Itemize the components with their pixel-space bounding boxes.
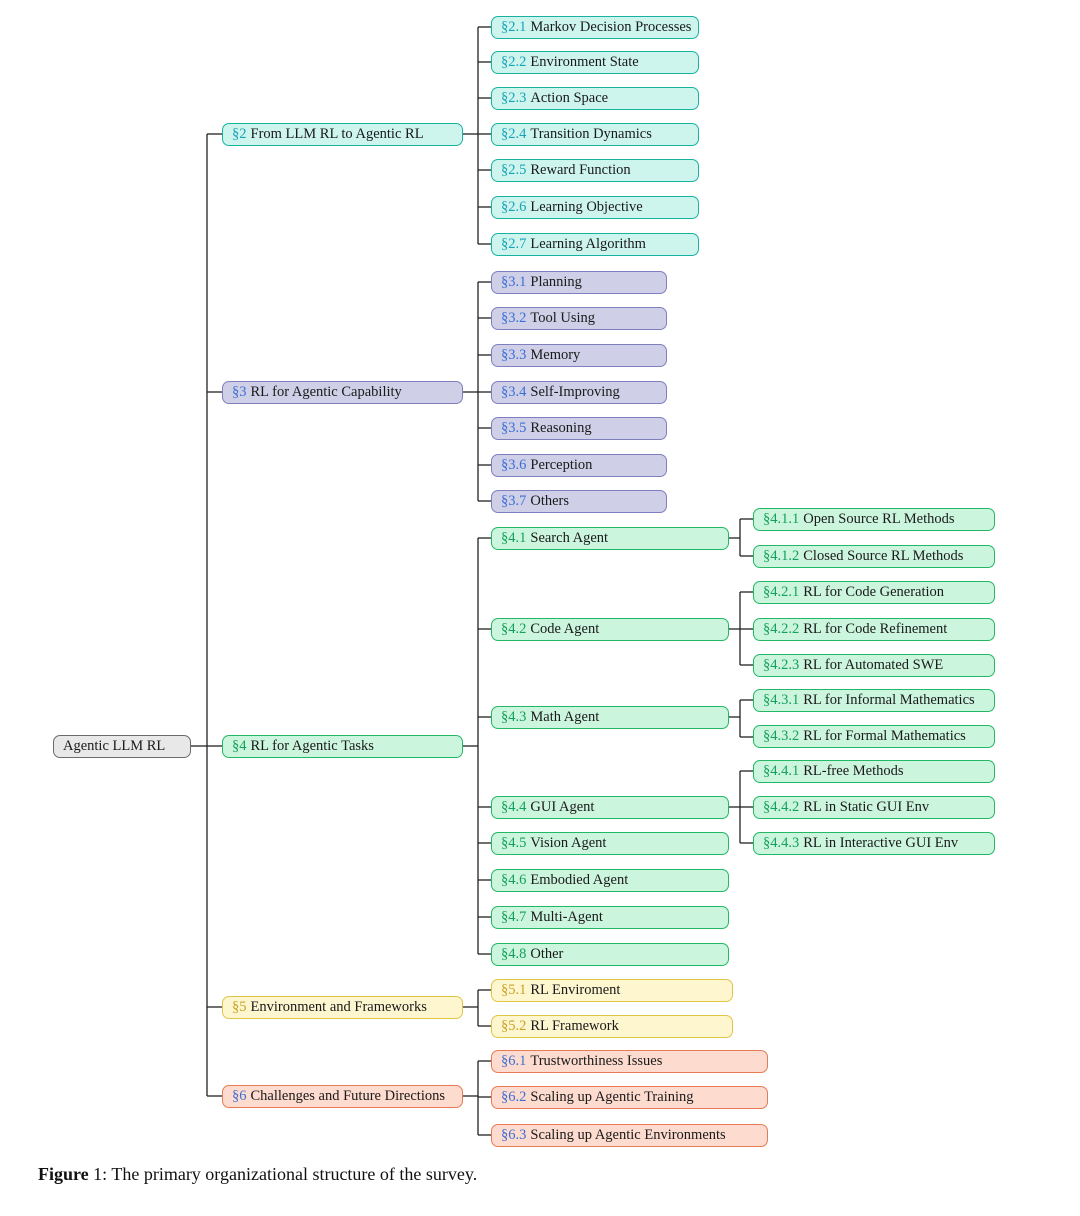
node-label: RL in Interactive GUI Env bbox=[803, 835, 959, 852]
node-section-6[interactable] bbox=[222, 1085, 463, 1108]
node-label: RL for Code Refinement bbox=[803, 621, 948, 638]
node-section-number: §4.8 bbox=[501, 946, 527, 963]
node-section-number: §4.2 bbox=[501, 621, 527, 638]
node-section-4-3-1[interactable] bbox=[753, 689, 995, 712]
node-label: Tool Using bbox=[530, 310, 596, 327]
node-label: Closed Source RL Methods bbox=[803, 548, 964, 565]
node-section-6-1[interactable] bbox=[491, 1050, 768, 1073]
node-label: RL for Agentic Capability bbox=[250, 384, 402, 401]
node-section-4-6[interactable] bbox=[491, 869, 729, 892]
node-section-number: §4.7 bbox=[501, 909, 527, 926]
node-section-2-2[interactable] bbox=[491, 51, 699, 74]
node-label: Code Agent bbox=[530, 621, 600, 638]
node-section-4-8[interactable] bbox=[491, 943, 729, 966]
node-section-6-2[interactable] bbox=[491, 1086, 768, 1109]
node-section-number: §4.4.2 bbox=[763, 799, 800, 816]
node-section-number: §4.3 bbox=[501, 709, 527, 726]
node-label: RL for Automated SWE bbox=[803, 657, 944, 674]
node-label: GUI Agent bbox=[530, 799, 595, 816]
node-section-3-7[interactable] bbox=[491, 490, 667, 513]
node-section-number: §6.3 bbox=[501, 1127, 527, 1144]
node-label: From LLM RL to Agentic RL bbox=[250, 126, 424, 143]
node-section-number: §4.6 bbox=[501, 872, 527, 889]
node-section-number: §4 bbox=[232, 738, 247, 755]
node-section-number: §3.5 bbox=[501, 420, 527, 437]
node-label: Scaling up Agentic Environments bbox=[530, 1127, 726, 1144]
node-section-4[interactable] bbox=[222, 735, 463, 758]
node-section-number: §4.2.1 bbox=[763, 584, 800, 601]
node-section-5-1[interactable] bbox=[491, 979, 733, 1002]
node-section-number: §3.6 bbox=[501, 457, 527, 474]
node-label: Learning Objective bbox=[530, 199, 643, 216]
node-section-4-7[interactable] bbox=[491, 906, 729, 929]
node-section-4-4-1[interactable] bbox=[753, 760, 995, 783]
node-section-number: §6.2 bbox=[501, 1089, 527, 1106]
node-section-number: §2.1 bbox=[501, 19, 527, 36]
node-label: Embodied Agent bbox=[530, 872, 629, 889]
node-section-4-2-2[interactable] bbox=[753, 618, 995, 641]
node-section-4-1-1[interactable] bbox=[753, 508, 995, 531]
node-label: Learning Algorithm bbox=[530, 236, 646, 253]
node-label: Math Agent bbox=[530, 709, 600, 726]
node-section-number: §4.2.3 bbox=[763, 657, 800, 674]
node-label: RL for Code Generation bbox=[803, 584, 945, 601]
node-section-number: §2.3 bbox=[501, 90, 527, 107]
node-section-number: §3.1 bbox=[501, 274, 527, 291]
node-section-5-2[interactable] bbox=[491, 1015, 733, 1038]
node-section-4-4-2[interactable] bbox=[753, 796, 995, 819]
node-label: Search Agent bbox=[530, 530, 609, 547]
node-label: Markov Decision Processes bbox=[530, 19, 692, 36]
node-section-number: §4.1.2 bbox=[763, 548, 800, 565]
node-section-number: §6.1 bbox=[501, 1053, 527, 1070]
node-label: Trustworthiness Issues bbox=[530, 1053, 663, 1070]
node-section-number: §3.3 bbox=[501, 347, 527, 364]
node-section-2-3[interactable] bbox=[491, 87, 699, 110]
node-root[interactable] bbox=[53, 735, 191, 758]
node-section-number: §2 bbox=[232, 126, 247, 143]
node-section-number: §3.7 bbox=[501, 493, 527, 510]
node-label: RL in Static GUI Env bbox=[803, 799, 930, 816]
node-section-number: §3.2 bbox=[501, 310, 527, 327]
node-label: RL for Formal Mathematics bbox=[803, 728, 966, 745]
node-section-number: §4.1.1 bbox=[763, 511, 800, 528]
node-section-4-4-3[interactable] bbox=[753, 832, 995, 855]
node-section-3-4[interactable] bbox=[491, 381, 667, 404]
node-section-number: §4.3.1 bbox=[763, 692, 800, 709]
node-label: Others bbox=[530, 493, 570, 510]
node-section-4-1-2[interactable] bbox=[753, 545, 995, 568]
node-section-2-7[interactable] bbox=[491, 233, 699, 256]
node-section-number: §5 bbox=[232, 999, 247, 1016]
node-label: Other bbox=[530, 946, 564, 963]
node-section-number: §2.7 bbox=[501, 236, 527, 253]
node-section-4-3[interactable] bbox=[491, 706, 729, 729]
node-section-3-2[interactable] bbox=[491, 307, 667, 330]
node-section-2-4[interactable] bbox=[491, 123, 699, 146]
node-section-number: §2.4 bbox=[501, 126, 527, 143]
node-label: Reasoning bbox=[530, 420, 592, 437]
node-section-number: §4.4.1 bbox=[763, 763, 800, 780]
node-label: RL Framework bbox=[530, 1018, 619, 1035]
node-label: Memory bbox=[530, 347, 581, 364]
node-section-4-4[interactable] bbox=[491, 796, 729, 819]
node-section-2[interactable] bbox=[222, 123, 463, 146]
node-section-number: §5.1 bbox=[501, 982, 527, 999]
node-section-number: §4.4 bbox=[501, 799, 527, 816]
node-section-4-2-3[interactable] bbox=[753, 654, 995, 677]
figure-caption bbox=[38, 1164, 1038, 1185]
node-section-number: §4.4.3 bbox=[763, 835, 800, 852]
node-section-number: §6 bbox=[232, 1088, 247, 1105]
node-section-3[interactable] bbox=[222, 381, 463, 404]
node-section-3-3[interactable] bbox=[491, 344, 667, 367]
figure-caption-label: Figure bbox=[38, 1164, 89, 1184]
node-section-number: §2.5 bbox=[501, 162, 527, 179]
node-section-number: §3 bbox=[232, 384, 247, 401]
node-label: RL-free Methods bbox=[803, 763, 904, 780]
node-section-2-1[interactable] bbox=[491, 16, 699, 39]
node-label: Challenges and Future Directions bbox=[250, 1088, 445, 1105]
node-section-3-6[interactable] bbox=[491, 454, 667, 477]
node-label: Environment and Frameworks bbox=[250, 999, 427, 1016]
figure-caption-text: 1: The primary organizational structure of the survey. bbox=[93, 1164, 478, 1184]
node-label: Multi-Agent bbox=[530, 909, 603, 926]
node-section-4-2-1[interactable] bbox=[753, 581, 995, 604]
node-label: Open Source RL Methods bbox=[803, 511, 955, 528]
node-section-4-2[interactable] bbox=[491, 618, 729, 641]
node-section-3-5[interactable] bbox=[491, 417, 667, 440]
node-section-2-5[interactable] bbox=[491, 159, 699, 182]
node-label: Action Space bbox=[530, 90, 609, 107]
node-section-4-5[interactable] bbox=[491, 832, 729, 855]
node-section-number: §4.5 bbox=[501, 835, 527, 852]
node-label: Agentic LLM RL bbox=[63, 738, 166, 755]
node-label: Transition Dynamics bbox=[530, 126, 652, 143]
node-label: Environment State bbox=[530, 54, 639, 71]
node-section-number: §4.1 bbox=[501, 530, 527, 547]
node-section-5[interactable] bbox=[222, 996, 463, 1019]
node-section-4-1[interactable] bbox=[491, 527, 729, 550]
node-label: RL for Informal Mathematics bbox=[803, 692, 975, 709]
node-label: Scaling up Agentic Training bbox=[530, 1089, 694, 1106]
node-section-2-6[interactable] bbox=[491, 196, 699, 219]
node-section-3-1[interactable] bbox=[491, 271, 667, 294]
node-section-number: §4.2.2 bbox=[763, 621, 800, 638]
node-label: RL for Agentic Tasks bbox=[250, 738, 374, 755]
node-section-number: §5.2 bbox=[501, 1018, 527, 1035]
node-label: Reward Function bbox=[530, 162, 631, 179]
node-section-number: §3.4 bbox=[501, 384, 527, 401]
node-section-number: §2.2 bbox=[501, 54, 527, 71]
node-label: Perception bbox=[530, 457, 593, 474]
node-label: Self-Improving bbox=[530, 384, 620, 401]
node-section-number: §4.3.2 bbox=[763, 728, 800, 745]
node-label: Vision Agent bbox=[530, 835, 607, 852]
node-label: Planning bbox=[530, 274, 582, 291]
node-section-number: §2.6 bbox=[501, 199, 527, 216]
node-section-4-3-2[interactable] bbox=[753, 725, 995, 748]
node-label: RL Enviroment bbox=[530, 982, 621, 999]
node-section-6-3[interactable] bbox=[491, 1124, 768, 1147]
